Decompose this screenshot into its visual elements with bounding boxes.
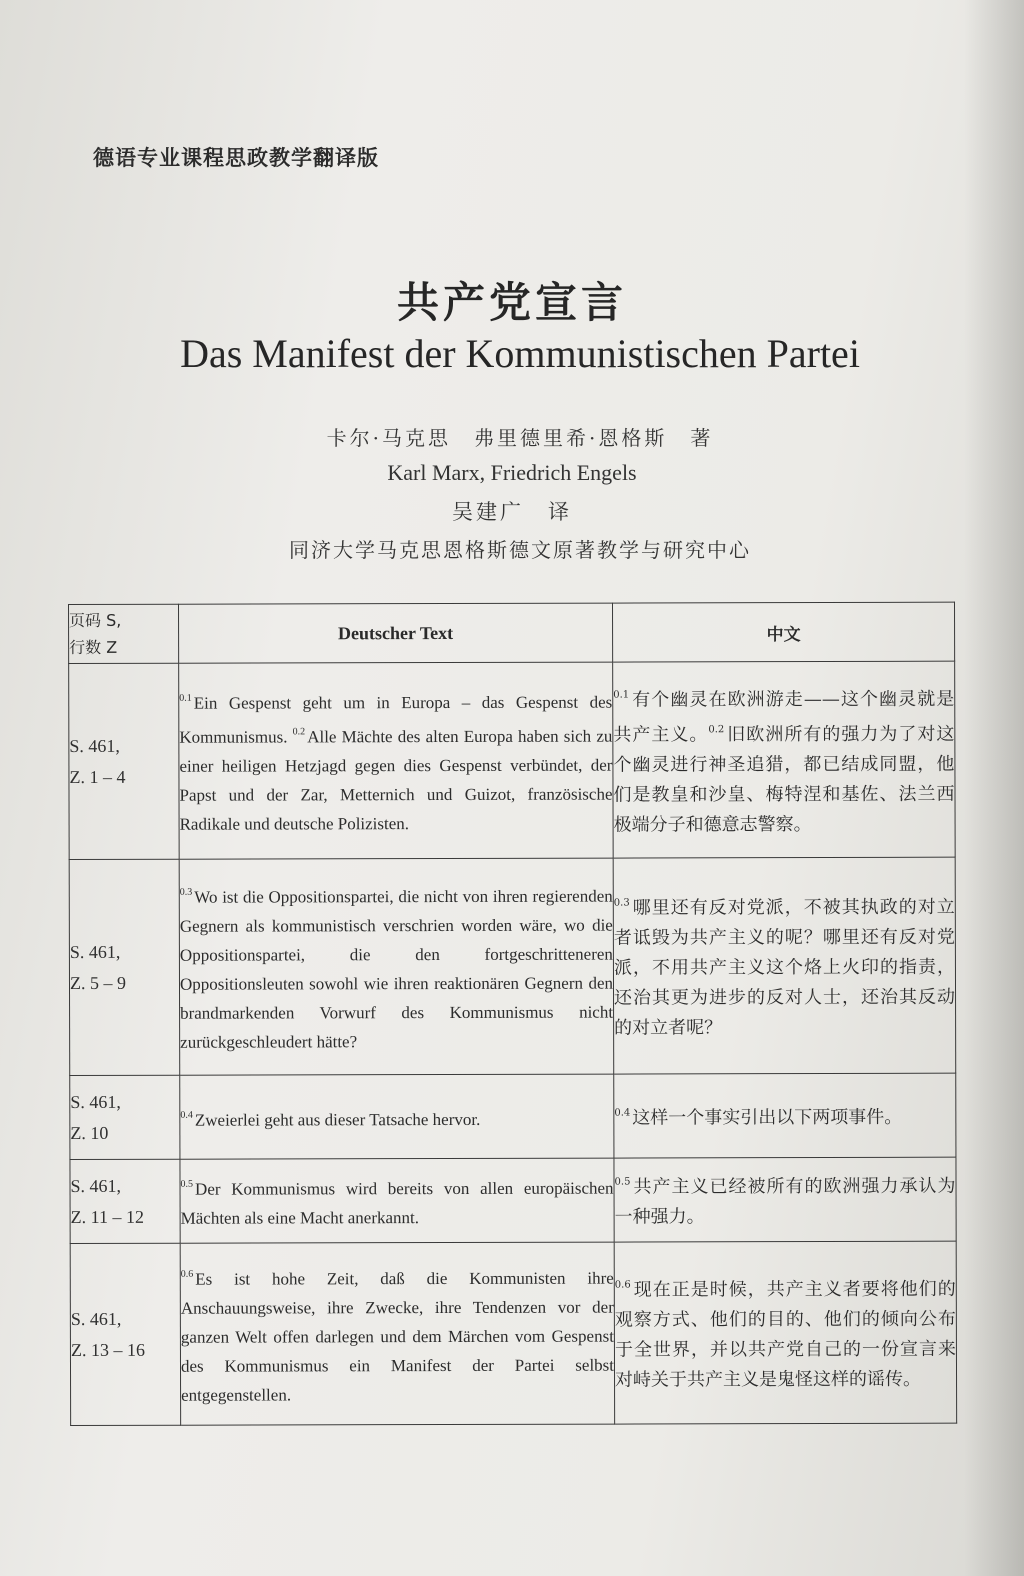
german-text-cell <box>180 1242 614 1425</box>
sentence-number: 0.1 <box>179 692 192 704</box>
table-header-row <box>69 602 955 663</box>
chinese-text-cell <box>614 1241 956 1424</box>
page-line-cell <box>70 1243 180 1425</box>
authors-chinese: 卡尔·马克思 弗里德里希·恩格斯 著 <box>326 426 714 450</box>
german-text-cell <box>180 1158 614 1243</box>
german-text-cell <box>179 662 614 859</box>
line-ref: Z. 10 <box>70 1122 109 1143</box>
authors-german: Karl Marx, Friedrich Engels <box>387 460 637 485</box>
line-ref: Z. 5 – 9 <box>69 972 127 993</box>
page-ref: S. 461, <box>69 941 121 962</box>
german-sentence: Es ist hohe Zeit, daß die Kommunisten ihre Anschauungsweise, ihre Zwecke, ihre Tendenzen vor der ganzen Welt offen darlegen und dem Märchen vom Gespenst des Kommunismus ein Manifest der Partei selbst entgegenstellen. <box>180 1268 615 1405</box>
series-title: 德语专业课程思政教学翻译版 <box>93 146 379 170</box>
chinese-text-cell <box>613 857 956 1074</box>
page-line-cell <box>69 663 180 859</box>
page-line-cell <box>70 1159 180 1243</box>
translator-credit: 吴建广 译 <box>452 500 572 524</box>
chinese-sentence: 这样一个事实引出以下两项事件。 <box>632 1106 903 1129</box>
sentence-number: 0.3 <box>613 897 630 909</box>
chinese-sentence: 哪里还有反对党派，不被其执政的对立者诋毁为共产主义的呢？哪里还有反对党派，不用共产主义这个烙上火印的指责，还治其更为进步的反对人士，还治其反动的对立者呢？ <box>613 896 956 1039</box>
header-page-line <box>69 604 179 663</box>
page-ref: S. 461, <box>70 1308 122 1329</box>
header-chinese-text: 中文 <box>612 602 954 662</box>
chinese-sentence: 旧欧洲所有的强力为了对这个幽灵进行神圣追猎，都已结成同盟，他们是教皇和沙皇、梅特涅和基佐、法兰西极端分子和德意志警察。 <box>613 723 955 836</box>
page-ref: S. 461, <box>70 1091 121 1112</box>
chinese-text-cell <box>614 1073 956 1158</box>
sentence-number: 0.5 <box>180 1178 194 1190</box>
title-german: Das Manifest der Kommunistischen Partei <box>180 331 860 376</box>
table-row <box>69 857 956 1075</box>
table-row <box>70 1157 956 1243</box>
sentence-number: 0.4 <box>614 1107 631 1119</box>
chinese-text-cell <box>613 661 956 858</box>
german-text-cell <box>179 858 614 1075</box>
sentence-number: 0.1 <box>613 689 630 701</box>
header-page-label: 页码 S, <box>69 610 122 630</box>
chinese-text-cell <box>614 1157 956 1242</box>
sentence-number: 0.3 <box>179 886 193 898</box>
sentence-number: 0.4 <box>180 1109 193 1121</box>
table-row <box>69 661 956 859</box>
german-text-cell <box>180 1074 614 1159</box>
table-row <box>70 1073 956 1159</box>
chinese-sentence: 共产主义已经被所有的欧洲强力承认为一种强力。 <box>614 1175 956 1228</box>
line-ref: Z. 13 – 16 <box>70 1339 145 1360</box>
header-line-label: 行数 Z <box>69 637 118 657</box>
chinese-sentence: 现在正是时候，共产主义者要将他们的观察方式、他们的目的、他们的倾向公布于全世界，并以共产党自己的一份宣言来对峙关于共产主义是鬼怪这样的谣传。 <box>614 1278 956 1391</box>
parallel-text-table <box>68 602 957 1426</box>
german-sentence: Ein Gespenst geht um in Europa – das Gespenst des Kommunismus. <box>179 692 613 747</box>
german-sentence: Alle Mächte des alten Europa haben sich zu einer heiligen Hetzjagd gegen dies Gespenst verbündet, der Papst und der Zar, Metternich und Guizot, französische Radikale und deutsche Polizisten. <box>179 726 613 834</box>
page-line-cell <box>70 1075 180 1159</box>
line-ref: Z. 11 – 12 <box>70 1206 144 1227</box>
table-row <box>70 1241 956 1425</box>
german-sentence: Wo ist die Oppositionspartei, die nicht von ihren regierenden Gegnern als kommunistisch verschrien worden wäre, wo die Oppositionspartei, die den fortgeschritteneren Oppositionsleuten sowohl wie ihren reaktionären Gegnern den brandmarkenden Vorwurf des Kommunismus nicht zurückgeschleudert hätte? <box>179 886 614 1052</box>
page-line-cell <box>69 859 180 1075</box>
page-ref: S. 461, <box>69 735 120 756</box>
german-sentence: Der Kommunismus wird bereits von allen europäischen Mächten als eine Macht anerkannt. <box>180 1178 614 1228</box>
sentence-number: 0.2 <box>708 723 725 735</box>
title-chinese: 共产党宣言 <box>396 278 627 327</box>
header-german-text: Deutscher Text <box>179 603 613 663</box>
sentence-number: 0.6 <box>180 1268 194 1280</box>
chinese-sentence: 有个幽灵在欧洲游走——这个幽灵就是共产主义。 <box>613 688 955 746</box>
sentence-number: 0.6 <box>614 1279 631 1291</box>
sentence-number: 0.5 <box>614 1176 631 1188</box>
page-edge-shadow <box>964 0 1024 1576</box>
german-sentence: Zweierlei geht aus dieser Tatsache hervor. <box>194 1109 481 1130</box>
institution-credit: 同济大学马克思恩格斯德文原著教学与研究中心 <box>289 538 751 562</box>
page-ref: S. 461, <box>70 1175 122 1196</box>
line-ref: Z. 1 – 4 <box>69 766 126 787</box>
sentence-number: 0.2 <box>292 726 306 738</box>
